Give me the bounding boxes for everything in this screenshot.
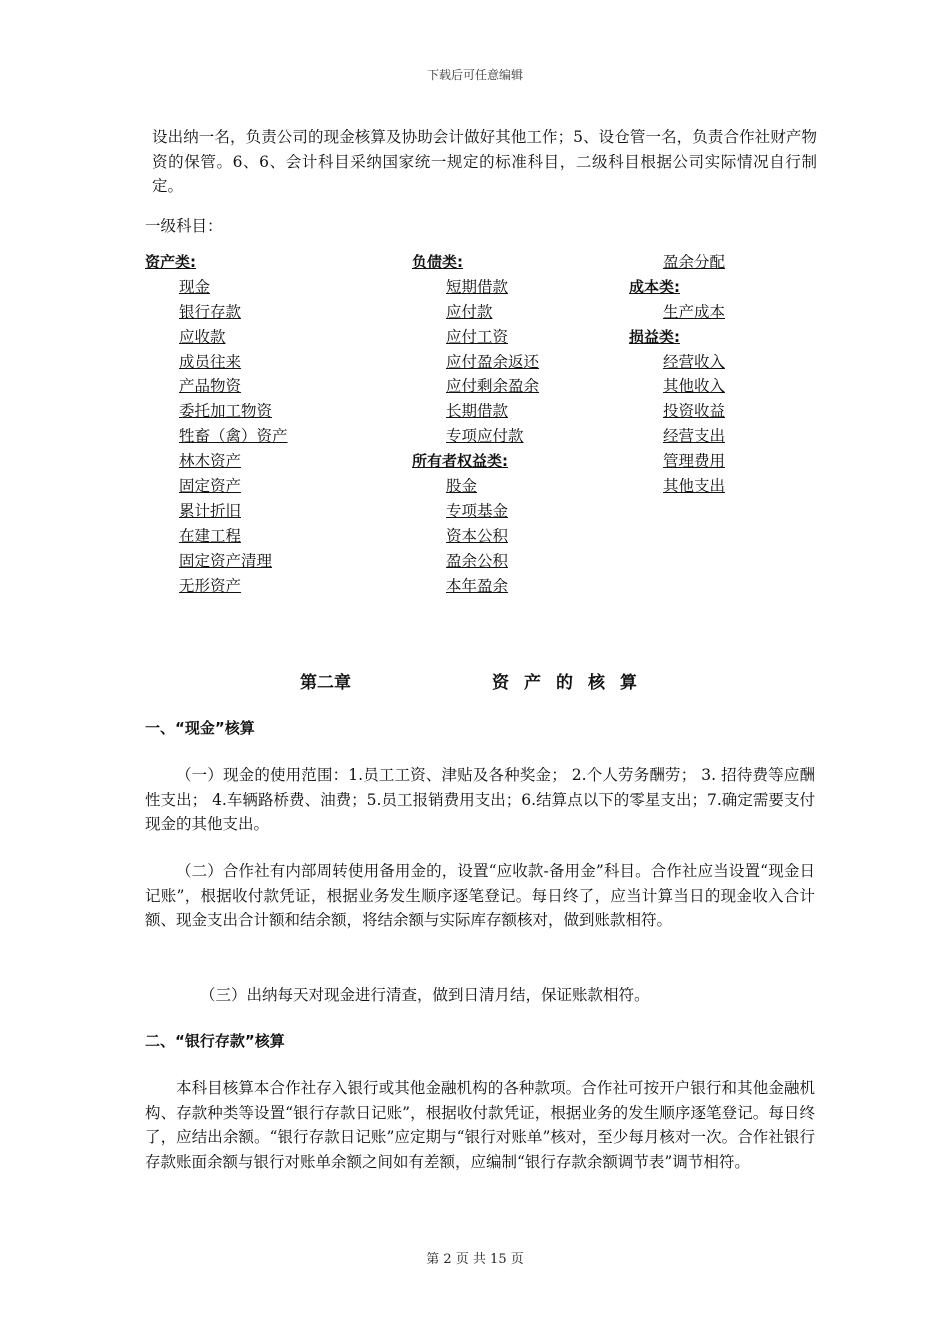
account-item: 其他支出 (663, 477, 726, 496)
account-item: 本年盈余 (446, 576, 509, 595)
account-item: 固定资产清理 (179, 551, 273, 570)
chapter-number: 第二章 (300, 673, 351, 693)
account-item: 盈余分配 (663, 253, 726, 271)
account-item: 生产成本 (663, 302, 726, 321)
account-item: 应付工资 (446, 327, 509, 346)
account-item: 短期借款 (446, 277, 509, 296)
account-item: 在建工程 (179, 526, 242, 545)
account-item: 经营收入 (663, 352, 726, 371)
account-item: 应收款 (179, 327, 226, 346)
account-item: 银行存款 (179, 302, 242, 321)
account-item: 应付剩余盈余 (446, 377, 540, 396)
account-item: 林木资产 (179, 452, 242, 471)
account-category-heading: 成本类: (629, 277, 680, 296)
section-1-paragraph-1: （一）现金的使用范围：1.员工工资、津贴及各种奖金； 2.个人劳务酬劳； 3. 招待费等应酬性支出； 4.车辆路桥费、油费；5.员工报销费用支出；6.结算点以下的零星支出；7.确定需要支付现金的其他支出。 (145, 766, 815, 833)
account-item: 管理费用 (663, 452, 726, 471)
account-item: 专项应付款 (446, 427, 524, 446)
account-column-2 (412, 250, 539, 598)
account-column-1 (145, 250, 288, 598)
account-item: 成员往来 (179, 352, 242, 371)
account-item: 投资收益 (663, 402, 726, 421)
intro-paragraph: 设出纳一名，负责公司的现金核算及协助会计做好其他工作；5、设仓管一名，负责合作社财产物资的保管。6、6、会计科目采纳国家统一规定的标准科目，二级科目根据公司实际情况自行制定。 (152, 128, 817, 195)
account-item: 盈余公积 (446, 551, 509, 570)
account-category-heading: 资产类: (145, 253, 196, 271)
account-item: 无形资产 (179, 576, 242, 595)
account-category-heading: 所有者权益类: (412, 452, 508, 471)
account-category-heading: 损益类: (629, 327, 680, 346)
account-item: 委托加工物资 (179, 402, 273, 421)
page-footer: 第 2 页 共 15 页 (426, 1252, 524, 1267)
section-1-paragraph-3: （三）出纳每天对现金进行清查，做到日清月结，保证账款相符。 (200, 986, 650, 1004)
account-item: 长期借款 (446, 402, 509, 421)
level1-label: 一级科目： (145, 217, 223, 235)
section-2-paragraph-1: 本科目核算本合作社存入银行或其他金融机构的各种款项。合作社可按开户银行和其他金融机构、存款种类等设置“银行存款日记账”，根据收付款凭证，根据业务的发生顺序逐笔登记。每日终了，应结出余额。“银行存款日记账”应定期与“银行对账单”核对，至少每月核对一次。合作社银行存款账面余额与银行对账单余额之间如有差额，应编制“银行存款余额调节表”调节相符。 (145, 1079, 815, 1171)
section-2-title: 二、“银行存款”核算 (145, 1032, 285, 1050)
account-item: 现金 (179, 277, 211, 296)
account-item: 其他收入 (663, 377, 726, 396)
page-header: 下载后可任意编辑 (426, 68, 523, 82)
account-item: 资本公积 (446, 526, 509, 545)
account-item: 应付盈余返还 (446, 352, 540, 371)
account-item: 经营支出 (663, 427, 726, 446)
account-item: 固定资产 (179, 477, 242, 496)
chapter-title: 资产的核算 (492, 673, 652, 693)
account-column-3 (629, 250, 725, 499)
account-item: 应付款 (446, 302, 493, 321)
account-item: 牲畜（禽）资产 (179, 427, 288, 446)
account-item: 累计折旧 (179, 501, 242, 520)
account-item: 产品物资 (179, 377, 242, 396)
account-item: 专项基金 (446, 501, 509, 520)
section-1-paragraph-2: （二）合作社有内部周转使用备用金的，设置“应收款-备用金”科目。合作社应当设置“现金日记账”，根据收付款凭证，根据业务发生顺序逐笔登记。每日终了，应当计算当日的现金收入合计额、现金支出合计额和结余额，将结余额与实际库存额核对，做到账款相符。 (145, 862, 815, 929)
section-1-title: 一、“现金”核算 (145, 719, 255, 737)
account-category-heading: 负债类: (412, 253, 463, 271)
account-item: 股金 (446, 477, 478, 496)
